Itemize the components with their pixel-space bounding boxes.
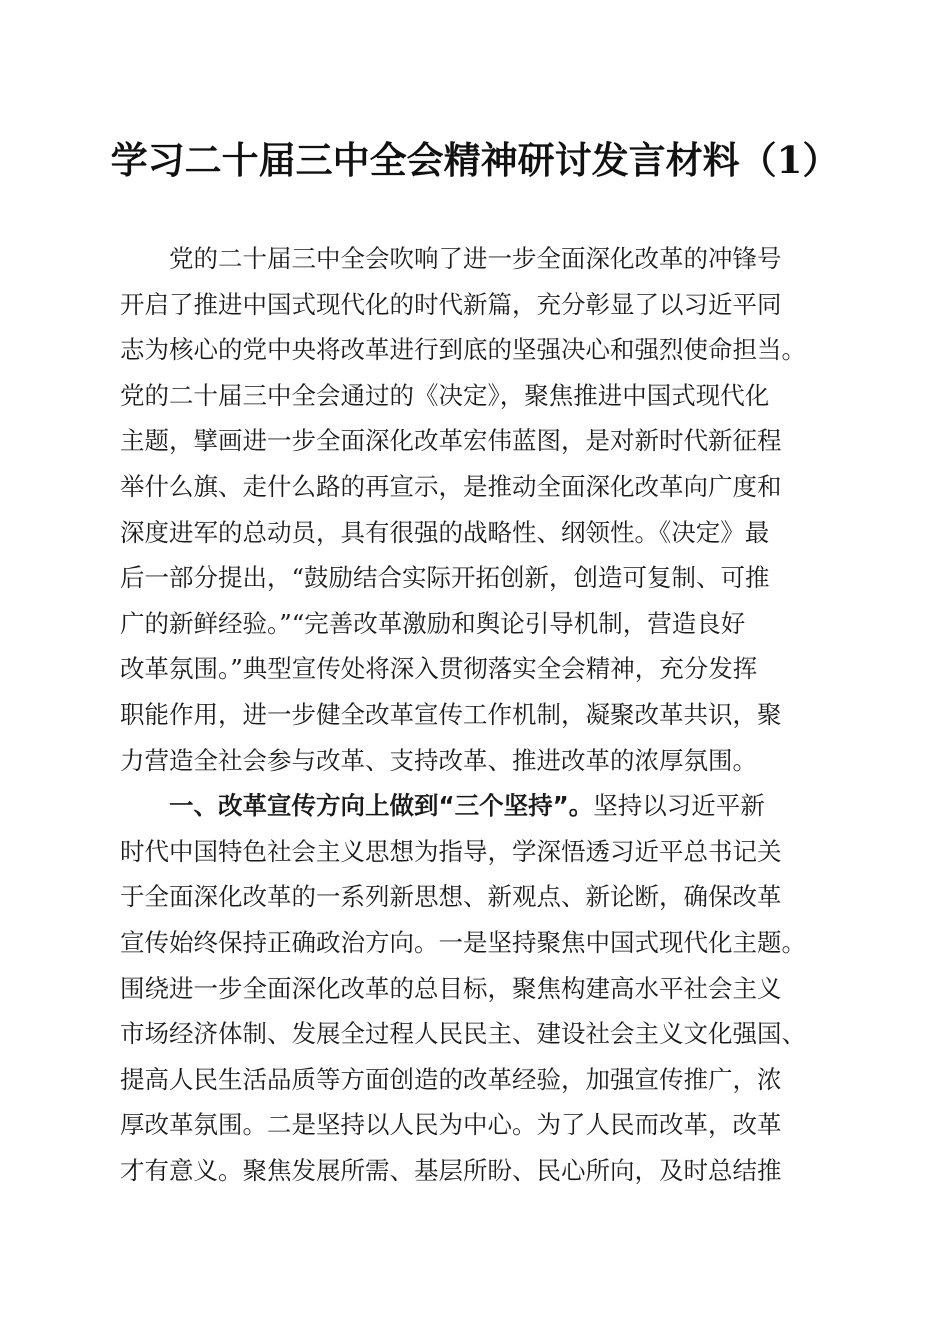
section-1-heading: 一、改革宣传方向上做到“三个坚持”。 (169, 791, 594, 821)
paragraph-line: 主题，擘画进一步全面深化改革宏伟蓝图，是对新时代新征程 (120, 426, 782, 456)
section-1-first-line (120, 783, 850, 829)
paragraph-line: 厚改革氛围。二是坚持以人民为中心。为了人民而改革，改革 (120, 1110, 782, 1140)
paragraph-line: 开启了推进中国式现代化的时代新篇，充分彰显了以习近平同 (120, 289, 782, 319)
paragraph-line: 志为核心的党中央将改革进行到底的坚强决心和强烈使命担当。 (120, 335, 806, 365)
paragraph-line: 时代中国特色社会主义思想为指导，学深悟透习近平总书记关 (120, 836, 782, 866)
paragraph-line: 于全面深化改革的一系列新思想、新观点、新论断，确保改革 (120, 882, 782, 912)
paragraph-line: 市场经济体制、发展全过程人民民主、建设社会主义文化强国、 (120, 1019, 806, 1049)
paragraph-line: 改革氛围。”典型宣传处将深入贯彻落实全会精神，充分发挥 (120, 654, 758, 684)
paragraph-line: 后一部分提出，“鼓励结合实际开拓创新，创造可复制、可推 (120, 563, 770, 593)
document-title: 学习二十届三中全会精神研讨发言材料（1） (110, 138, 840, 182)
paragraph-line: 党的二十届三中全会通过的《决定》，聚焦推进中国式现代化 (120, 380, 770, 410)
paragraph-line: 宣传始终保持正确政治方向。一是坚持聚焦中国式现代化主题。 (120, 927, 806, 957)
paragraph-line: 深度进军的总动员，具有很强的战略性、纲领性。《决定》最 (120, 517, 770, 547)
paragraph-line: 力营造全社会参与改革、支持改革、推进改革的浓厚氛围。 (120, 745, 757, 775)
paragraph-line: 才有意义。聚焦发展所需、基层所盼、民心所向，及时总结推 (120, 1155, 782, 1185)
paragraph-line: 围绕进一步全面深化改革的总目标，聚焦构建高水平社会主义 (120, 973, 782, 1003)
paragraph-line: 广的新鲜经验。”“完善改革激励和舆论引导机制，营造良好 (120, 608, 746, 638)
section-1-text: 坚持以习近平新 (593, 791, 765, 821)
paragraph-line: 举什么旗、走什么路的再宣示，是推动全面深化改革向广度和 (120, 471, 782, 501)
paragraph-line: 提高人民生活品质等方面创造的改革经验，加强宣传推广，浓 (120, 1064, 782, 1094)
paragraph-line: 党的二十届三中全会吹响了进一步全面深化改革的冲锋号 (169, 244, 782, 273)
document-body (120, 236, 850, 1193)
paragraph-line: 职能作用，进一步健全改革宣传工作机制，凝聚改革共识，聚 (120, 699, 782, 729)
